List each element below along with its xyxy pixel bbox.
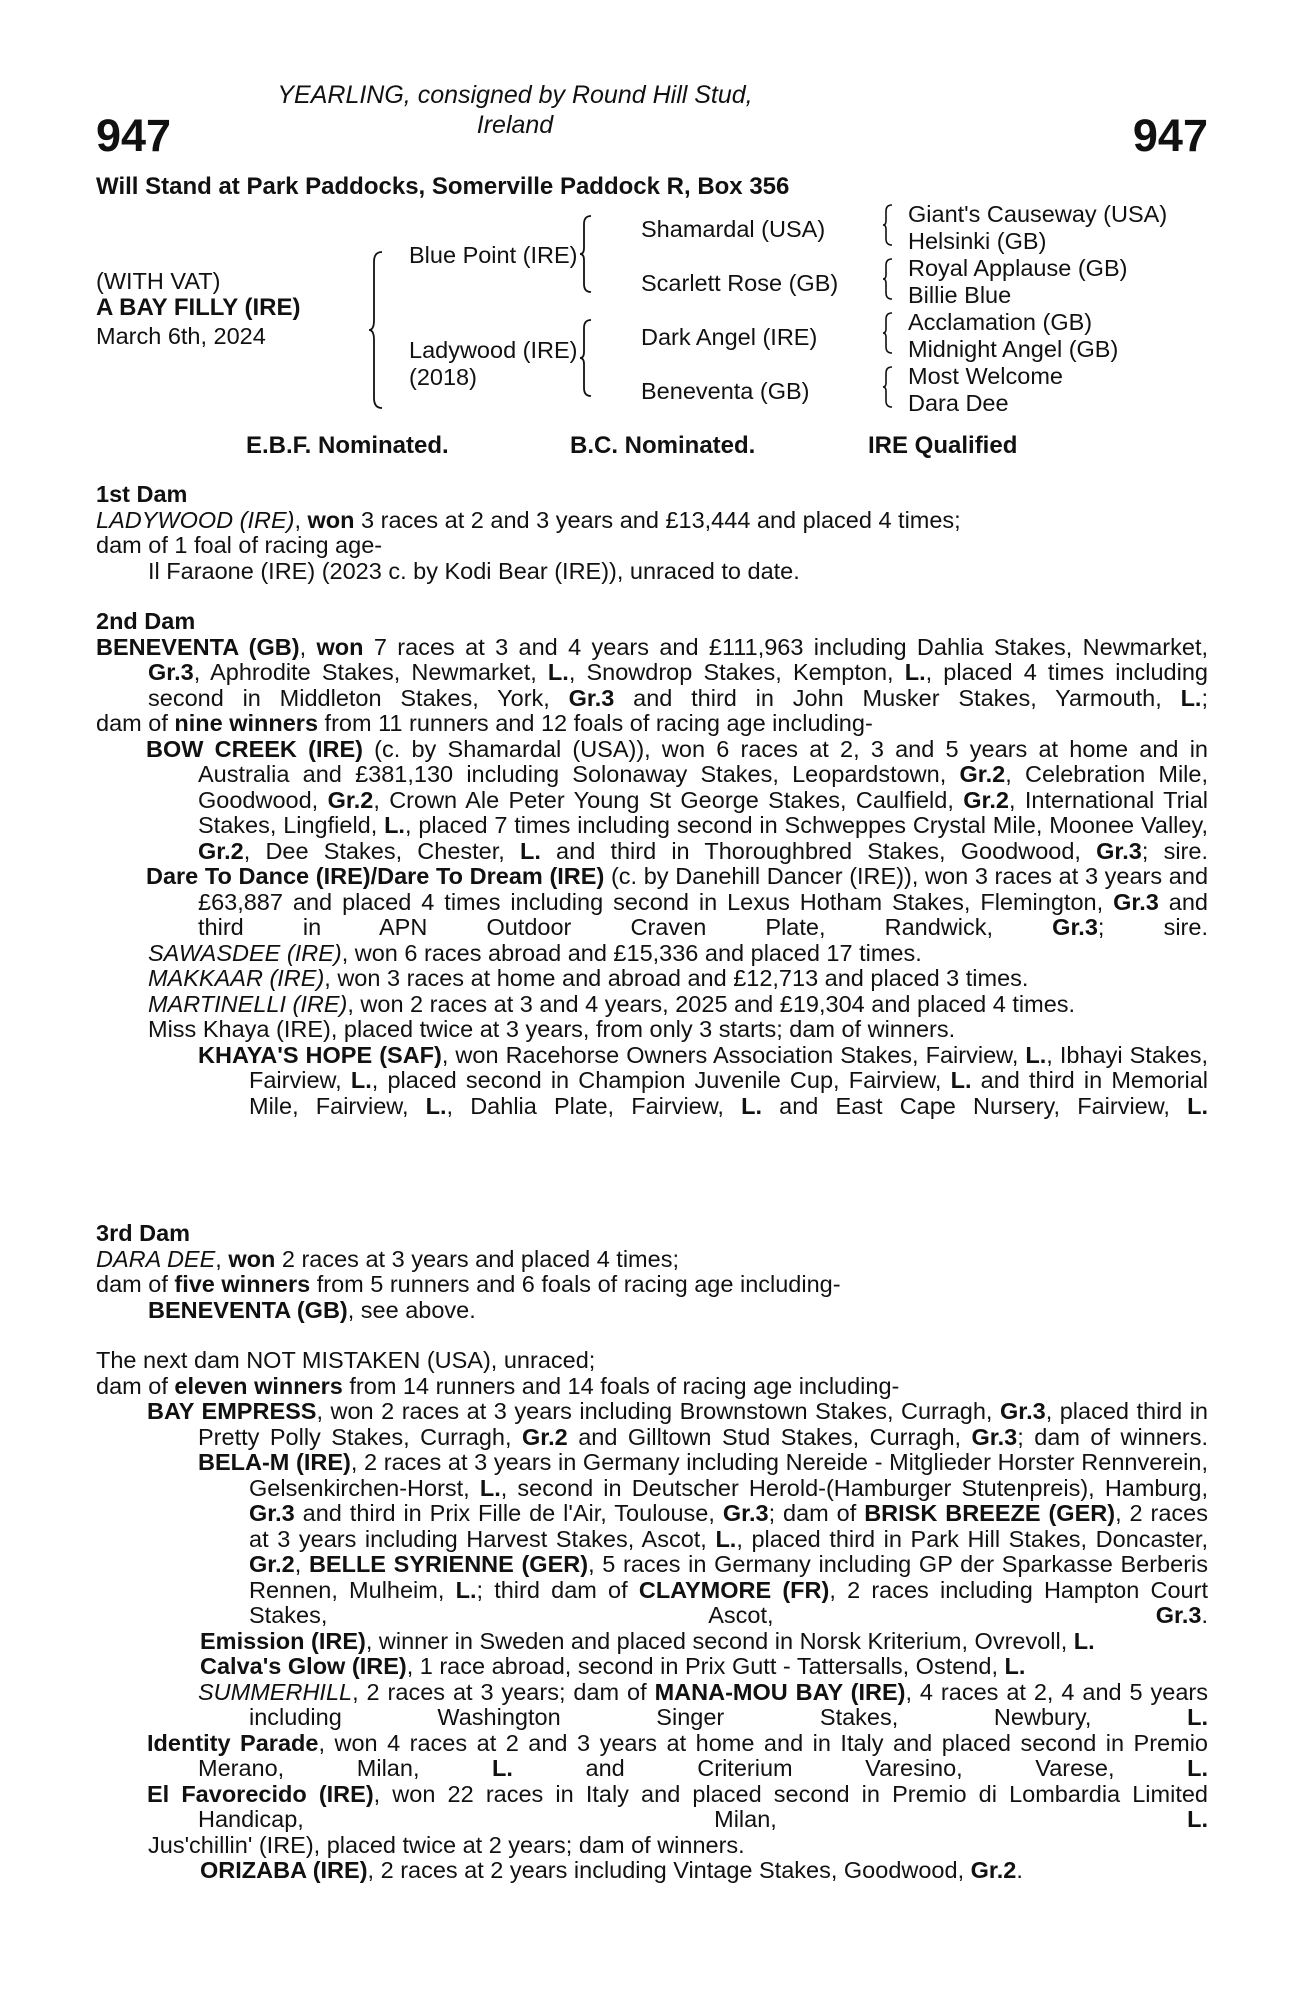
nomination-ebf: E.B.F. Nominated. — [246, 432, 449, 459]
dam-record: The next dam NOT MISTAKEN (USA), unraced; — [96, 1347, 596, 1373]
stand-location: Will Stand at Park Paddocks, Somerville Paddock R, Box 356 — [96, 173, 790, 200]
dam-sire: Dark Angel (IRE) — [641, 324, 818, 350]
lot-number-right: 947 — [1132, 110, 1208, 161]
sire-sire: Shamardal (USA) — [641, 216, 826, 242]
pedigree-brace-g3a — [882, 203, 894, 247]
produce-entry: BELA-M (IRE), 2 races at 3 years in Germany including Nereide - Mitglieder Horster Rennverein, Gelsenkirchen-Horst, L., second in Deutscher Herold-(Hamburger Stutenpreis), Hamburg, Gr.3 and third in Prix Fille de l'Air, Toulouse, Gr.3; dam of BRISK BREEZE (GER), 2 races at 3 years including Harvest Stakes, Ascot, L., placed third in Park Hill Stakes, Doncaster, Gr.2, BELLE SYRIENNE (GER), 5 races in Germany including GP der Sparkasse Berberis Rennen, Mulheim, L.; third dam of CLAYMORE (FR), 2 races including Hampton Court Stakes, Ascot, Gr.3. — [198, 1449, 1208, 1628]
produce-entry: Identity Parade, won 4 races at 2 and 3 years at home and in Italy and placed second in Premio Merano, Milan, L. and Criterium Varesino, Varese, L. — [147, 1729, 1208, 1781]
pedigree-brace-g3d — [882, 365, 894, 409]
vat-note: (WITH VAT) — [96, 268, 221, 294]
foaling-date: March 6th, 2024 — [96, 323, 266, 349]
pedigree-brace-main — [368, 250, 384, 410]
sire: Blue Point (IRE) — [409, 242, 578, 268]
dam: Ladywood (IRE) — [409, 337, 578, 363]
produce-entry: MARTINELLI (IRE), won 2 races at 3 and 4 years, 2025 and £19,304 and placed 4 times. — [148, 990, 1076, 1017]
produce-entry: Miss Khaya (IRE), placed twice at 3 years, from only 3 starts; dam of winners. — [148, 1016, 956, 1042]
produce-summary: dam of nine winners from 11 runners and 12 foals of racing age including- — [96, 710, 873, 736]
produce-summary: dam of five winners from 5 runners and 6 foals of racing age including- — [96, 1271, 841, 1297]
section-heading: 2nd Dam — [96, 608, 196, 634]
produce-entry: MAKKAAR (IRE), won 3 races at home and abroad and £12,713 and placed 3 times. — [148, 965, 1029, 991]
produce-summary: dam of 1 foal of racing age- — [96, 532, 383, 558]
first-dam-section: 1st Dam LADYWOOD (IRE), won 3 races at 2 and 3 years and £13,444 and placed 4 times; dam of 1 foal of racing age- Il Faraone (IRE) (2023 c. by Kodi Bear (IRE)), unraced to date. — [96, 482, 1208, 584]
produce-entry: BENEVENTA (GB), see above. — [148, 1296, 476, 1323]
produce-entry: Jus'chillin' (IRE), placed twice at 2 years; dam of winners. — [148, 1831, 745, 1858]
g3-ancestor: Midnight Angel (GB) — [908, 336, 1119, 362]
g3-ancestor: Dara Dee — [908, 390, 1009, 416]
nomination-ire: IRE Qualified — [868, 432, 1018, 459]
g3-ancestor: Giant's Causeway (USA) — [908, 201, 1168, 227]
g3-ancestor: Royal Applause (GB) — [908, 255, 1128, 281]
pedigree-brace-dam — [579, 318, 593, 398]
produce-entry: SUMMERHILL, 2 races at 3 years; dam of MANA-MOU BAY (IRE), 4 races at 2, 4 and 5 years including Washington Singer Stakes, Newbury, L. — [198, 1678, 1208, 1730]
horse-name: A BAY FILLY (IRE) — [96, 294, 301, 321]
pedigree-brace-g3c — [882, 311, 894, 355]
produce-entry: BAY EMPRESS, won 2 races at 3 years including Brownstown Stakes, Curragh, Gr.3, placed third in Pretty Polly Stakes, Curragh, Gr.2 and Gilltown Stud Stakes, Curragh, Gr.3; dam of winners. — [147, 1398, 1209, 1450]
dam-dam: Beneventa (GB) — [641, 378, 810, 404]
produce-entry: Il Faraone (IRE) (2023 c. by Kodi Bear (IRE)), unraced to date. — [148, 557, 800, 584]
produce-entry: ORIZABA (IRE), 2 races at 2 years including Vintage Stakes, Goodwood, Gr.2. — [200, 1857, 1023, 1883]
g3-ancestor: Helsinki (GB) — [908, 228, 1047, 254]
pedigree-brace-sire — [579, 214, 593, 294]
nomination-bc: B.C. Nominated. — [570, 432, 756, 459]
section-heading: 1st Dam — [96, 481, 188, 507]
produce-entry: El Favorecido (IRE), won 22 races in Italy and placed second in Premio di Lombardia Limited Handicap, Milan, L. — [147, 1780, 1208, 1832]
pedigree-brace-g3b — [882, 257, 894, 301]
second-dam-section — [96, 609, 1208, 1119]
next-dam-section — [96, 1348, 1208, 1884]
catalogue-category: YEARLING, consigned by Round Hill Stud, Ireland — [277, 81, 753, 139]
dam-name: LADYWOOD (IRE) — [96, 506, 295, 533]
dam-record: DARA DEE, won 2 races at 3 years and placed 4 times; — [96, 1245, 679, 1272]
lot-number-left: 947 — [96, 110, 172, 161]
produce-entry: KHAYA'S HOPE (SAF), won Racehorse Owners Association Stakes, Fairview, L., Ibhayi Stakes, Fairview, L., placed second in Champion Juvenile Cup, Fairview, L. and third in Memorial Mile, Fairview, L., Dahlia Plate, Fairview, L. and East Cape Nursery, Fairview, L. — [198, 1041, 1208, 1119]
g3-ancestor: Billie Blue — [908, 282, 1012, 308]
produce-summary: dam of eleven winners from 14 runners and 14 foals of racing age including- — [96, 1372, 900, 1399]
g3-ancestor: Acclamation (GB) — [908, 309, 1093, 335]
produce-entry: Dare To Dance (IRE)/Dare To Dream (IRE) (c. by Danehill Dancer (IRE)), won 3 races at 3 years and £63,887 and placed 4 times including second in Lexus Hotham Stakes, Flemington, Gr.3 and third in APN Outdoor Craven Plate, Randwick, Gr.3; sire. — [146, 863, 1209, 940]
produce-entry: BOW CREEK (IRE) (c. by Shamardal (USA)), won 6 races at 2, 3 and 5 years at home and in Australia and £381,130 including Solonaway Stakes, Leopardstown, Gr.2, Celebration Mile, Goodwood, Gr.2, Crown Ale Peter Young St George Stakes, Caulfield, Gr.2, International Trial Stakes, Lingfield, L., placed 7 times including second in Schweppes Crystal Mile, Moonee Valley, Gr.2, Dee Stakes, Chester, L. and third in Thoroughbred Stakes, Goodwood, Gr.3; sire. — [146, 735, 1208, 864]
produce-entry: SAWASDEE (IRE), won 6 races abroad and £15,336 and placed 17 times. — [148, 939, 922, 966]
produce-entry: Emission (IRE), winner in Sweden and placed second in Norsk Kriterium, Ovrevoll, L. — [200, 1627, 1095, 1654]
section-heading: 3rd Dam — [96, 1220, 191, 1246]
g3-ancestor: Most Welcome — [908, 363, 1063, 389]
dam-year: (2018) — [409, 364, 477, 390]
produce-entry: Calva's Glow (IRE), 1 race abroad, second in Prix Gutt - Tattersalls, Ostend, L. — [200, 1653, 1026, 1679]
dam-record: BENEVENTA (GB), won 7 races at 3 and 4 years and £111,963 including Dahlia Stakes, Newmarket, Gr.3, Aphrodite Stakes, Newmarket, L., Snowdrop Stakes, Kempton, L., placed 4 times including second in Middleton Stakes, York, Gr.3 and third in John Musker Stakes, Yarmouth, L.; — [96, 633, 1209, 711]
sire-dam: Scarlett Rose (GB) — [641, 270, 839, 296]
third-dam-section — [96, 1221, 1208, 1323]
